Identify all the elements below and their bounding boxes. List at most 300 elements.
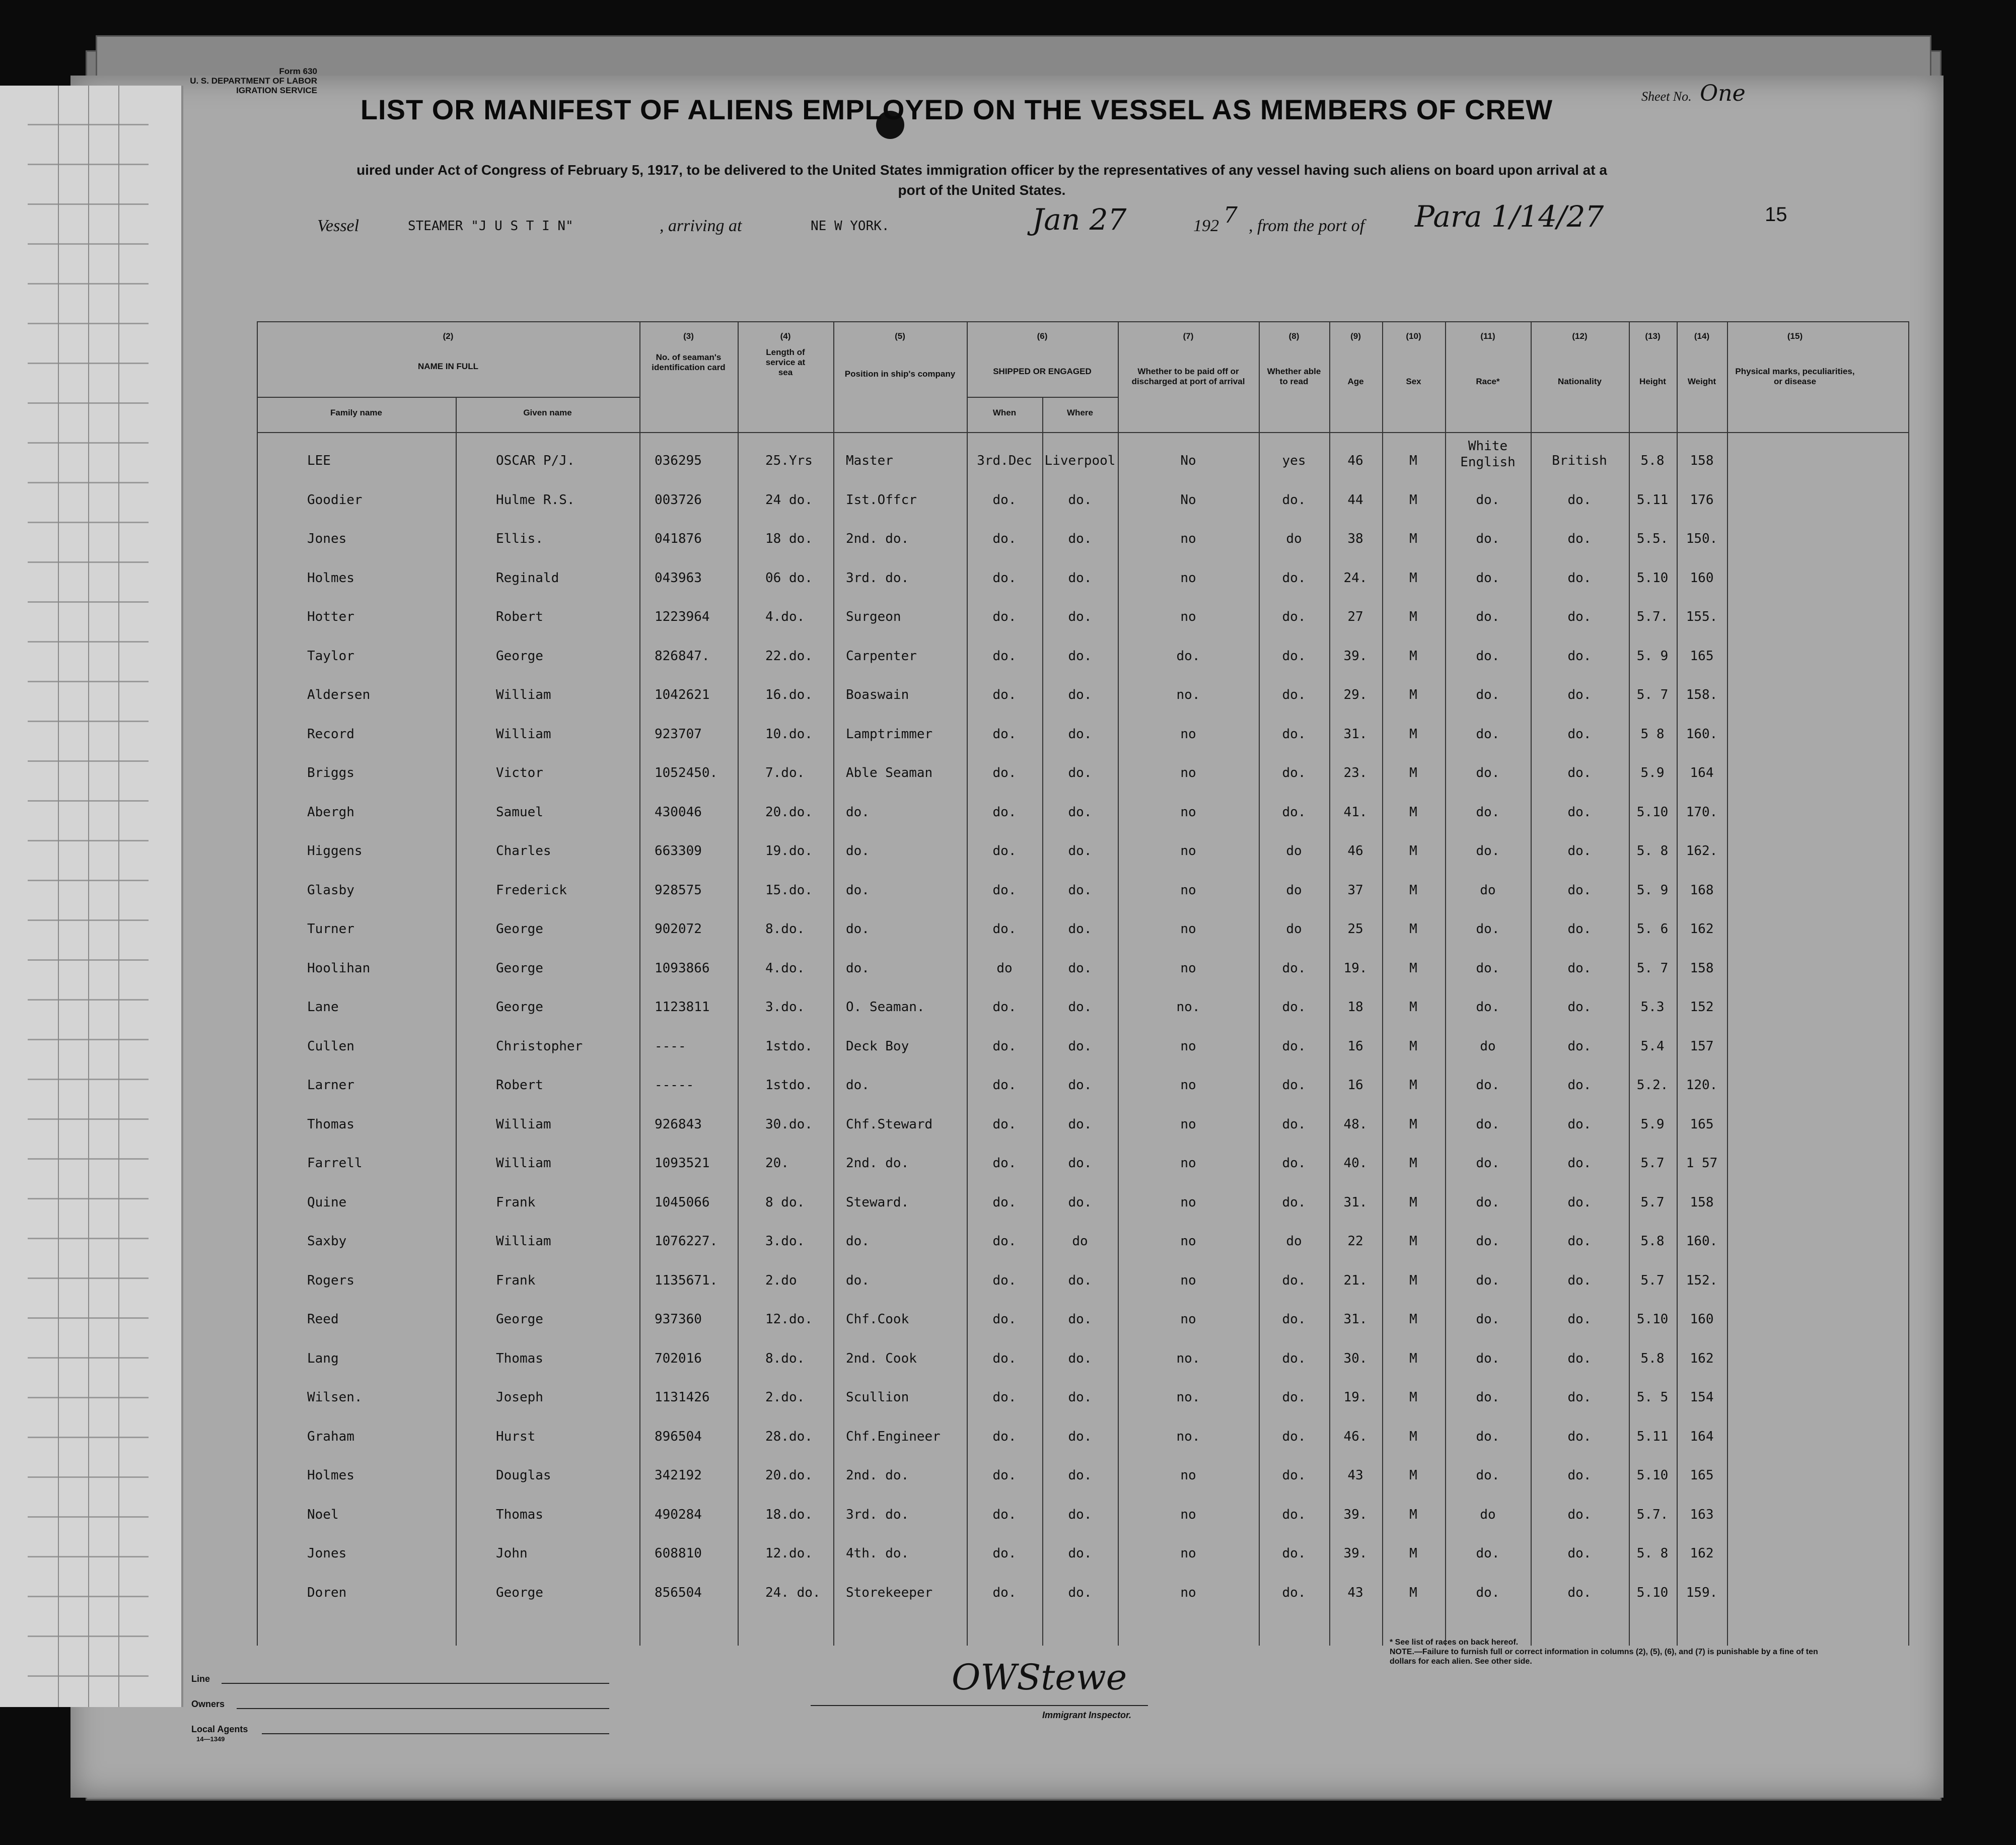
position-cell: Boaswain: [846, 687, 909, 702]
given-name-cell: George: [496, 1000, 543, 1015]
position-cell: Chf.Cook: [846, 1312, 909, 1327]
shipped-when-cell: do.: [992, 1507, 1017, 1522]
shipped-when-cell: do.: [992, 1116, 1017, 1132]
shipped-where-cell: Liverpool: [1044, 453, 1116, 468]
length-of-service-cell: 20.do.: [765, 804, 813, 820]
given-name-cell: Robert: [496, 1078, 543, 1093]
race-cell: do: [1480, 1507, 1496, 1522]
race-cell: do.: [1476, 1272, 1500, 1288]
age-cell: 38: [1347, 531, 1363, 546]
age-cell: 18: [1347, 1000, 1363, 1015]
table-rule: [1329, 321, 1330, 1646]
age-cell: 39.: [1343, 1546, 1367, 1561]
id-card-cell: 1042621: [655, 687, 710, 702]
id-card-cell: 902072: [655, 921, 702, 937]
footer-agents-code: 14—1349: [196, 1735, 225, 1743]
paid-off-cell: no.: [1176, 1390, 1200, 1405]
length-of-service-cell: 8.do.: [765, 1351, 805, 1366]
nationality-cell: do.: [1567, 1546, 1592, 1561]
given-name-cell: William: [496, 1234, 551, 1249]
position-cell: Scullion: [846, 1390, 909, 1405]
age-cell: 21.: [1343, 1272, 1367, 1288]
nationality-cell: do.: [1567, 1429, 1592, 1444]
sex-cell: M: [1409, 1585, 1417, 1600]
height-cell: 5. 9: [1636, 882, 1669, 898]
given-name-cell: George: [496, 1585, 543, 1600]
race-cell: do: [1480, 1038, 1496, 1054]
id-card-cell: 041876: [655, 531, 702, 546]
able-to-read-cell: do.: [1282, 1507, 1306, 1522]
nationality-cell: do.: [1567, 1312, 1592, 1327]
age-cell: 19.: [1343, 960, 1367, 976]
length-of-service-cell: 10.do.: [765, 726, 813, 742]
col5-number: (5): [895, 331, 905, 341]
header-nationality: Nationality: [1558, 377, 1602, 386]
sheet-number: [1641, 81, 1843, 106]
footer-agents-label: Local Agents: [191, 1724, 248, 1734]
header-physical-marks: Physical marks, peculiarities, or disease: [1735, 367, 1855, 386]
age-cell: 39.: [1343, 1507, 1367, 1522]
arriving-label: , arriving at: [660, 217, 742, 235]
id-card-cell: 1123811: [655, 1000, 710, 1015]
strip-rule: [118, 86, 119, 1707]
nationality-cell: do.: [1567, 804, 1592, 820]
id-card-cell: 1045066: [655, 1194, 710, 1210]
weight-cell: 165: [1690, 648, 1714, 664]
folded-strip: [0, 86, 183, 1707]
shipped-where-cell: do.: [1068, 843, 1092, 859]
family-name-cell: Record: [307, 726, 354, 742]
able-to-read-cell: do.: [1282, 804, 1306, 820]
table-rule: [257, 432, 1908, 433]
sex-cell: M: [1409, 1507, 1417, 1522]
height-cell: 5.7.: [1636, 1507, 1669, 1522]
race-cell: do.: [1476, 1390, 1500, 1405]
age-cell: 31.: [1343, 1194, 1367, 1210]
age-cell: 23.: [1343, 765, 1367, 780]
shipped-when-cell: do.: [992, 1156, 1017, 1171]
id-card-cell: 1052450.: [655, 765, 718, 780]
arrival-year-suffix: 7: [1223, 202, 1238, 228]
family-name-cell: Goodier: [307, 492, 363, 508]
paid-off-cell: no: [1180, 1272, 1196, 1288]
weight-cell: 154: [1690, 1390, 1714, 1405]
nationality-cell: do.: [1567, 1116, 1592, 1132]
nationality-cell: do.: [1567, 1156, 1592, 1171]
given-name-cell: Frederick: [496, 882, 567, 898]
id-card-cell: 928575: [655, 882, 702, 898]
shipped-when-cell: do.: [992, 921, 1017, 937]
paid-off-cell: No: [1180, 453, 1196, 468]
age-cell: 31.: [1343, 1312, 1367, 1327]
paid-off-cell: no: [1180, 1116, 1196, 1132]
paid-off-cell: no: [1180, 960, 1196, 976]
able-to-read-cell: do: [1286, 1234, 1302, 1249]
col9-number: (9): [1350, 331, 1361, 341]
id-card-cell: 1135671.: [655, 1272, 718, 1288]
weight-cell: 152.: [1686, 1272, 1718, 1288]
age-cell: 25: [1347, 921, 1363, 937]
height-cell: 5.7: [1640, 1272, 1665, 1288]
race-cell: do.: [1476, 1429, 1500, 1444]
shipped-when-cell: do.: [992, 1585, 1017, 1600]
footer-note: [1390, 1638, 1843, 1666]
shipped-where-cell: do.: [1068, 882, 1092, 898]
family-name-cell: Holmes: [307, 1468, 354, 1483]
weight-cell: 162: [1690, 1351, 1714, 1366]
family-name-cell: Reed: [307, 1312, 339, 1327]
length-of-service-cell: 12.do.: [765, 1312, 813, 1327]
id-card-cell: 036295: [655, 453, 702, 468]
shipped-when-cell: do.: [992, 1390, 1017, 1405]
shipped-where-cell: do.: [1068, 1468, 1092, 1483]
id-card-cell: 826847.: [655, 648, 710, 664]
paid-off-cell: no: [1180, 1156, 1196, 1171]
weight-cell: 164: [1690, 765, 1714, 780]
height-cell: 5.10: [1636, 570, 1669, 586]
shipped-when-cell: do.: [992, 1351, 1017, 1366]
vessel-label: Vessel: [317, 217, 359, 235]
age-cell: 43: [1347, 1585, 1363, 1600]
weight-cell: 152: [1690, 1000, 1714, 1015]
given-name-cell: George: [496, 921, 543, 937]
weight-cell: 158: [1690, 1194, 1714, 1210]
able-to-read-cell: do.: [1282, 1038, 1306, 1054]
given-name-cell: Victor: [496, 765, 543, 780]
table-rule: [257, 397, 639, 398]
shipped-when-cell: do.: [992, 1078, 1017, 1093]
id-card-cell: ----: [655, 1038, 686, 1054]
race-cell: do.: [1476, 1194, 1500, 1210]
height-cell: 5.7.: [1636, 609, 1669, 624]
vessel-value: STEAMER "J U S T I N": [408, 219, 573, 234]
shipped-where-cell: do.: [1068, 1194, 1092, 1210]
nationality-cell: do.: [1567, 1078, 1592, 1093]
col6-number: (6): [1037, 331, 1048, 341]
family-name-cell: Doren: [307, 1585, 347, 1600]
weight-cell: 158: [1690, 453, 1714, 468]
weight-cell: 165: [1690, 1468, 1714, 1483]
given-name-cell: George: [496, 1312, 543, 1327]
id-card-cell: 926843: [655, 1116, 702, 1132]
table-rule: [1118, 321, 1119, 1646]
weight-cell: 160: [1690, 1312, 1714, 1327]
family-name-cell: Abergh: [307, 804, 354, 820]
header-sex: Sex: [1406, 377, 1421, 386]
age-cell: 16: [1347, 1078, 1363, 1093]
able-to-read-cell: do.: [1282, 1272, 1306, 1288]
family-name-cell: Lang: [307, 1351, 339, 1366]
sex-cell: M: [1409, 648, 1417, 664]
shipped-when-cell: do.: [992, 570, 1017, 586]
given-name-cell: Thomas: [496, 1351, 543, 1366]
age-cell: 46: [1347, 453, 1363, 468]
sex-cell: M: [1409, 609, 1417, 624]
table-rule: [1677, 321, 1678, 1646]
height-cell: 5.10: [1636, 1312, 1669, 1327]
age-cell: 41.: [1343, 804, 1367, 820]
nationality-cell: do.: [1567, 1234, 1592, 1249]
age-cell: 29.: [1343, 687, 1367, 702]
position-cell: do.: [846, 1078, 870, 1093]
form-service: IGRATION SERVICE: [236, 86, 317, 95]
given-name-cell: Thomas: [496, 1507, 543, 1522]
length-of-service-cell: 15.do.: [765, 882, 813, 898]
family-name-cell: Aldersen: [307, 687, 371, 702]
shipped-when-cell: do.: [992, 1468, 1017, 1483]
length-of-service-cell: 8.do.: [765, 921, 805, 937]
age-cell: 39.: [1343, 648, 1367, 664]
header-family-name: Family name: [330, 408, 382, 417]
from-port-label: , from the port of: [1249, 217, 1365, 235]
manifest-table: [257, 321, 1908, 1646]
able-to-read-cell: do.: [1282, 1156, 1306, 1171]
shipped-when-cell: do.: [992, 492, 1017, 508]
form-number-block: [186, 66, 317, 95]
sex-cell: M: [1409, 1468, 1417, 1483]
table-rule: [1531, 321, 1532, 1646]
given-name-cell: John: [496, 1546, 528, 1561]
shipped-where-cell: do.: [1068, 1351, 1092, 1366]
length-of-service-cell: 24. do.: [765, 1585, 821, 1600]
table-rule: [1629, 321, 1630, 1646]
race-cell: do.: [1476, 648, 1500, 664]
document-title: LIST OR MANIFEST OF ALIENS EMPLOYED ON THE VESSEL AS MEMBERS OF CREW: [360, 94, 1553, 125]
shipped-when-cell: do.: [992, 1038, 1017, 1054]
position-cell: 2nd. do.: [846, 1156, 909, 1171]
id-card-cell: 923707: [655, 726, 702, 742]
nationality-cell: do.: [1567, 1194, 1592, 1210]
paid-off-cell: no: [1180, 1546, 1196, 1561]
footer-agents-rule: [262, 1733, 609, 1734]
able-to-read-cell: do.: [1282, 1194, 1306, 1210]
able-to-read-cell: do.: [1282, 492, 1306, 508]
height-cell: 5.11: [1636, 492, 1669, 508]
family-name-cell: Farrell: [307, 1156, 363, 1171]
family-name-cell: Larner: [307, 1078, 354, 1093]
footer-note-penalty: NOTE.—Failure to furnish full or correct information in columns (2), (5), (6), and (7) is punishable by a fine of ten dollars for each alien. See other side.: [1390, 1648, 1818, 1666]
height-cell: 5.3: [1640, 1000, 1665, 1015]
sex-cell: M: [1409, 492, 1417, 508]
able-to-read-cell: do: [1286, 882, 1302, 898]
header-age: Age: [1347, 377, 1364, 386]
height-cell: 5.7: [1640, 1156, 1665, 1171]
sex-cell: M: [1409, 1194, 1417, 1210]
able-to-read-cell: do.: [1282, 609, 1306, 624]
sex-cell: M: [1409, 921, 1417, 937]
length-of-service-cell: 30.do.: [765, 1116, 813, 1132]
position-cell: do.: [846, 1272, 870, 1288]
header-given-name: Given name: [523, 408, 572, 417]
paid-off-cell: no.: [1176, 1000, 1200, 1015]
footer-note-races: * See list of races on back hereof.: [1390, 1638, 1519, 1647]
shipped-when-cell: do.: [992, 531, 1017, 546]
shipped-when-cell: do.: [992, 804, 1017, 820]
shipped-where-cell: do.: [1068, 1312, 1092, 1327]
shipped-when-cell: do.: [992, 1429, 1017, 1444]
header-paid-off: Whether to be paid off or discharged at port of arrival: [1131, 367, 1245, 386]
length-of-service-cell: 20.do.: [765, 1468, 813, 1483]
sex-cell: M: [1409, 1156, 1417, 1171]
race-cell: do.: [1476, 726, 1500, 742]
form-number: Form 630: [279, 66, 317, 76]
position-cell: Carpenter: [846, 648, 917, 664]
position-cell: Storekeeper: [846, 1585, 933, 1600]
length-of-service-cell: 06 do.: [765, 570, 813, 586]
height-cell: 5.8: [1640, 453, 1665, 468]
given-name-cell: Frank: [496, 1272, 536, 1288]
height-cell: 5.9: [1640, 765, 1665, 780]
weight-cell: 162: [1690, 921, 1714, 937]
length-of-service-cell: 22.do.: [765, 648, 813, 664]
height-cell: 5. 8: [1636, 1546, 1669, 1561]
age-cell: 37: [1347, 882, 1363, 898]
shipped-where-cell: do.: [1068, 1507, 1092, 1522]
signature-rule: [811, 1705, 1148, 1706]
given-name-cell: William: [496, 1156, 551, 1171]
shipped-where-cell: do.: [1068, 1038, 1092, 1054]
height-cell: 5.8: [1640, 1234, 1665, 1249]
able-to-read-cell: do.: [1282, 1312, 1306, 1327]
family-name-cell: Turner: [307, 921, 354, 937]
height-cell: 5.9: [1640, 1116, 1665, 1132]
age-cell: 30.: [1343, 1351, 1367, 1366]
length-of-service-cell: 16.do.: [765, 687, 813, 702]
col13-number: (13): [1645, 331, 1661, 341]
id-card-cell: 043963: [655, 570, 702, 586]
length-of-service-cell: 18.do.: [765, 1507, 813, 1522]
shipped-where-cell: do.: [1068, 648, 1092, 664]
shipped-where-cell: do.: [1068, 1546, 1092, 1561]
nationality-cell: do.: [1567, 960, 1592, 976]
height-cell: 5.8: [1640, 1351, 1665, 1366]
family-name-cell: Taylor: [307, 648, 354, 664]
position-cell: 3rd. do.: [846, 570, 909, 586]
paid-off-cell: no: [1180, 1312, 1196, 1327]
id-card-cell: 663309: [655, 843, 702, 859]
shipped-where-cell: do.: [1068, 804, 1092, 820]
sex-cell: M: [1409, 1546, 1417, 1561]
family-name-cell: Graham: [307, 1429, 354, 1444]
sex-cell: M: [1409, 570, 1417, 586]
weight-cell: 158: [1690, 960, 1714, 976]
race-cell: do.: [1476, 687, 1500, 702]
paid-off-cell: no: [1180, 1078, 1196, 1093]
shipped-where-cell: do.: [1068, 1390, 1092, 1405]
race-cell: do.: [1476, 1116, 1500, 1132]
nationality-cell: do.: [1567, 687, 1592, 702]
sex-cell: M: [1409, 531, 1417, 546]
able-to-read-cell: do: [1286, 531, 1302, 546]
sex-cell: M: [1409, 1000, 1417, 1015]
header-length: Length of service at sea: [765, 347, 806, 377]
height-cell: 5.4: [1640, 1038, 1665, 1054]
position-cell: do.: [846, 921, 870, 937]
footer-line-label: Line: [191, 1674, 210, 1684]
weight-cell: 159.: [1686, 1585, 1718, 1600]
length-of-service-cell: 1stdo.: [765, 1078, 813, 1093]
length-of-service-cell: 8 do.: [765, 1194, 805, 1210]
length-of-service-cell: 4.do.: [765, 960, 805, 976]
race-cell: do.: [1476, 1546, 1500, 1561]
id-card-cell: 1093866: [655, 960, 710, 976]
sheet-number-label: Sheet No.: [1641, 89, 1692, 104]
id-card-cell: 896504: [655, 1429, 702, 1444]
paid-off-cell: no: [1180, 1585, 1196, 1600]
sex-cell: M: [1409, 843, 1417, 859]
paid-off-cell: no: [1180, 765, 1196, 780]
height-cell: 5.10: [1636, 804, 1669, 820]
paid-off-cell: do.: [1176, 648, 1200, 664]
given-name-cell: Christopher: [496, 1038, 583, 1054]
sex-cell: M: [1409, 1038, 1417, 1054]
age-cell: 22: [1347, 1234, 1363, 1249]
weight-cell: 157: [1690, 1038, 1714, 1054]
table-rule: [639, 321, 640, 1646]
arrival-year: 192: [1193, 217, 1219, 235]
height-cell: 5.10: [1636, 1468, 1669, 1483]
nationality-cell: do.: [1567, 1468, 1592, 1483]
vessel-line: [242, 199, 1903, 246]
able-to-read-cell: do.: [1282, 960, 1306, 976]
arrival-date: Jan 27: [1032, 202, 1127, 237]
shipped-when-cell: do.: [992, 1312, 1017, 1327]
id-card-cell: 1131426: [655, 1390, 710, 1405]
nationality-cell: do.: [1567, 1585, 1592, 1600]
sex-cell: M: [1409, 687, 1417, 702]
position-cell: Steward.: [846, 1194, 909, 1210]
race-cell: do.: [1476, 531, 1500, 546]
sex-cell: M: [1409, 960, 1417, 976]
shipped-where-cell: do.: [1068, 765, 1092, 780]
paid-off-cell: no: [1180, 1468, 1196, 1483]
col14-number: (14): [1694, 331, 1710, 341]
position-cell: Surgeon: [846, 609, 901, 624]
table-rule: [1727, 321, 1728, 1646]
weight-cell: 150.: [1686, 531, 1718, 546]
given-name-cell: Joseph: [496, 1390, 543, 1405]
able-to-read-cell: do.: [1282, 570, 1306, 586]
footer-owners-rule: [237, 1708, 609, 1709]
nationality-cell: British: [1552, 453, 1607, 468]
id-card-cell: 003726: [655, 492, 702, 508]
length-of-service-cell: 2.do: [765, 1272, 797, 1288]
race-cell: do.: [1476, 1585, 1500, 1600]
sex-cell: M: [1409, 1351, 1417, 1366]
margin-number: 15: [1765, 203, 1787, 226]
paid-off-cell: no: [1180, 882, 1196, 898]
table-rule: [1259, 321, 1260, 1646]
family-name-cell: Briggs: [307, 765, 354, 780]
shipped-when-cell: do.: [992, 648, 1017, 664]
paid-off-cell: no: [1180, 1507, 1196, 1522]
position-cell: do.: [846, 804, 870, 820]
shipped-where-cell: do.: [1068, 492, 1092, 508]
race-cell: do.: [1476, 1351, 1500, 1366]
race-cell: do.: [1476, 1078, 1500, 1093]
able-to-read-cell: do: [1286, 921, 1302, 937]
nationality-cell: do.: [1567, 1000, 1592, 1015]
shipped-where-cell: do: [1072, 1234, 1088, 1249]
nationality-cell: do.: [1567, 1351, 1592, 1366]
position-cell: 2nd. do.: [846, 531, 909, 546]
able-to-read-cell: do.: [1282, 1429, 1306, 1444]
nationality-cell: do.: [1567, 765, 1592, 780]
length-of-service-cell: 19.do.: [765, 843, 813, 859]
id-card-cell: 856504: [655, 1585, 702, 1600]
height-cell: 5. 6: [1636, 921, 1669, 937]
shipped-when-cell: do.: [992, 687, 1017, 702]
